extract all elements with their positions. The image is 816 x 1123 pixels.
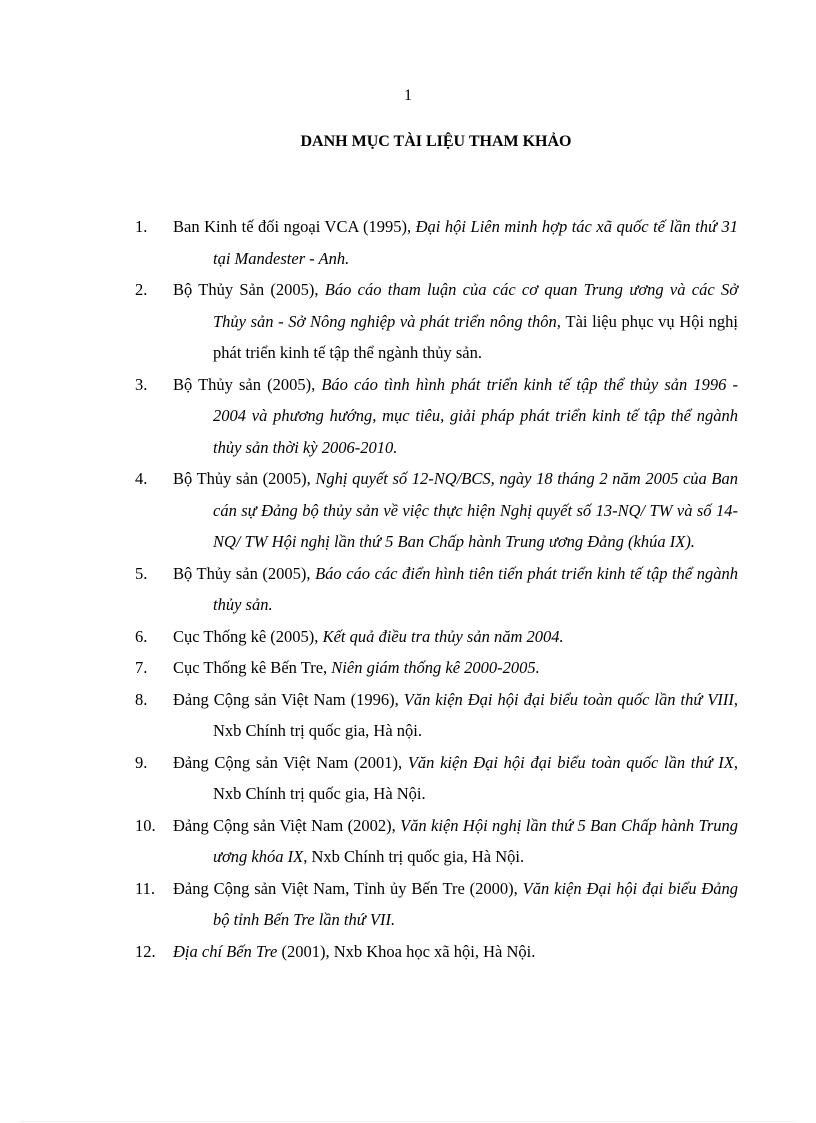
reference-text — [173, 274, 738, 369]
page-number: 1 — [404, 87, 412, 104]
reference-number: 12. — [135, 941, 156, 961]
reference-text — [173, 652, 738, 684]
reference-text — [173, 936, 738, 968]
reference-number: 7. — [135, 658, 148, 677]
reference-text — [173, 747, 738, 810]
reference-text-segment: Cục Thống kê Bến Tre, — [173, 658, 332, 677]
reference-item — [135, 369, 738, 464]
reference-text-segment: Bộ Thủy Sản (2005), — [173, 280, 325, 299]
reference-text-segment: , Nxb Chính trị quốc gia, Hà nội. — [213, 689, 739, 740]
reference-title-italic: Địa chí Bến Tre — [173, 941, 278, 961]
reference-item — [135, 211, 738, 274]
reference-text — [173, 211, 738, 274]
reference-item — [135, 873, 738, 936]
reference-text-segment: Ban Kinh tế đối ngoại VCA (1995), — [173, 217, 416, 236]
reference-number: 5. — [135, 563, 148, 583]
reference-item — [135, 652, 738, 684]
reference-number: 10. — [135, 815, 156, 835]
reference-text-segment: Cục Thống kê (2005), — [173, 626, 323, 646]
reference-text — [173, 873, 738, 936]
reference-text — [173, 463, 738, 558]
reference-item — [135, 747, 738, 810]
document-title: DANH MỤC TÀI LIỆU THAM KHẢO — [300, 133, 572, 150]
reference-text — [173, 684, 738, 747]
reference-text — [173, 810, 738, 873]
footer-divider — [20, 1121, 796, 1122]
reference-text-segment: Đảng Cộng sản Việt Nam (2001), — [173, 752, 408, 772]
reference-text — [173, 558, 738, 621]
reference-text-segment: Bộ Thủy sản (2005), — [173, 563, 316, 583]
reference-title-italic: Báo cáo tham luận của các cơ quan Trung ương và các Sở Thủy sản - Sở Nông nghiệp và phát triển nông thôn, — [213, 280, 738, 331]
reference-item — [135, 684, 739, 747]
reference-text-segment: Đảng Cộng sản Việt Nam, Tỉnh ủy Bến Tre (2000), — [173, 878, 523, 898]
reference-title-italic: Báo cáo tình hình phát triển kinh tế tập thể thủy sản 1996 - 2004 và phương hướng, mục tiêu, giải pháp phát triển kinh tế tập thể ngành thủy sản thời kỳ 2006-2010. — [213, 374, 738, 457]
reference-item — [135, 274, 738, 369]
reference-title-italic: Niên giám thống kê 2000-2005. — [331, 658, 540, 677]
reference-title-italic: Nghị quyết số 12-NQ/BCS, ngày 18 tháng 2 năm 2005 của Ban cán sự Đảng bộ thủy sản về việc thực hiện Nghị quyết số 13-NQ/ TW và số 14-NQ/ TW Hội nghị lần thứ 5 Ban Chấp hành Trung ương Đảng (khúa IX). — [213, 469, 738, 551]
reference-number: 2. — [135, 280, 148, 299]
reference-number: 11. — [135, 878, 156, 898]
reference-text-segment: Tài liệu phục vụ Hội nghị phát triển kinh tế tập thể ngành thủy sản. — [213, 311, 738, 362]
reference-number: 8. — [135, 689, 148, 709]
reference-number: 9. — [135, 752, 148, 772]
reference-text — [173, 621, 738, 653]
reference-number: 1. — [135, 217, 148, 236]
reference-text-segment: , Nxb Chính trị quốc gia, Hà Nội. — [303, 847, 525, 866]
reference-text-segment: Bộ Thủy sản (2005), — [173, 469, 316, 488]
reference-item — [135, 936, 738, 968]
reference-number: 6. — [135, 626, 148, 646]
reference-title-italic: Kết quả điều tra thủy sản năm 2004. — [322, 626, 564, 646]
reference-text-segment: Đảng Cộng sản Việt Nam (1996), — [173, 689, 404, 709]
reference-title-italic: Báo cáo các điển hình tiên tiến phát triển kinh tế tập thể ngành thủy sản. — [213, 563, 738, 614]
reference-text-segment: (2001), Nxb Khoa học xã hội, Hà Nội. — [277, 941, 536, 961]
reference-text — [173, 369, 738, 464]
reference-text-segment: , Nxb Chính trị quốc gia, Hà Nội. — [213, 752, 738, 803]
reference-title-italic: Văn kiện Đại hội đại biểu toàn quốc lần thứ IX — [407, 752, 734, 772]
reference-list — [0, 211, 816, 967]
reference-item — [135, 463, 738, 558]
reference-title-italic: Văn kiện Hội nghị lần thứ 5 Ban Chấp hành Trung ương khóa IX — [213, 815, 738, 866]
reference-text-segment: Bộ Thủy sản (2005), — [173, 374, 322, 394]
reference-number: 3. — [135, 374, 148, 394]
reference-item — [135, 558, 738, 621]
reference-item — [135, 810, 738, 873]
reference-title-italic: Văn kiện Đại hội đại biểu Đảng bộ tỉnh Bến Tre lần thứ VII. — [213, 878, 738, 929]
reference-item — [135, 621, 738, 653]
reference-text-segment: Đảng Cộng sản Việt Nam (2002), — [173, 815, 401, 835]
reference-title-italic: Văn kiện Đại hội đại biểu toàn quốc lần thứ VIII — [403, 689, 734, 709]
reference-title-italic: Đại hội Liên minh hợp tác xã quốc tế lần thứ 31 tại Mandester - Anh. — [213, 217, 738, 268]
reference-number: 4. — [135, 469, 148, 488]
